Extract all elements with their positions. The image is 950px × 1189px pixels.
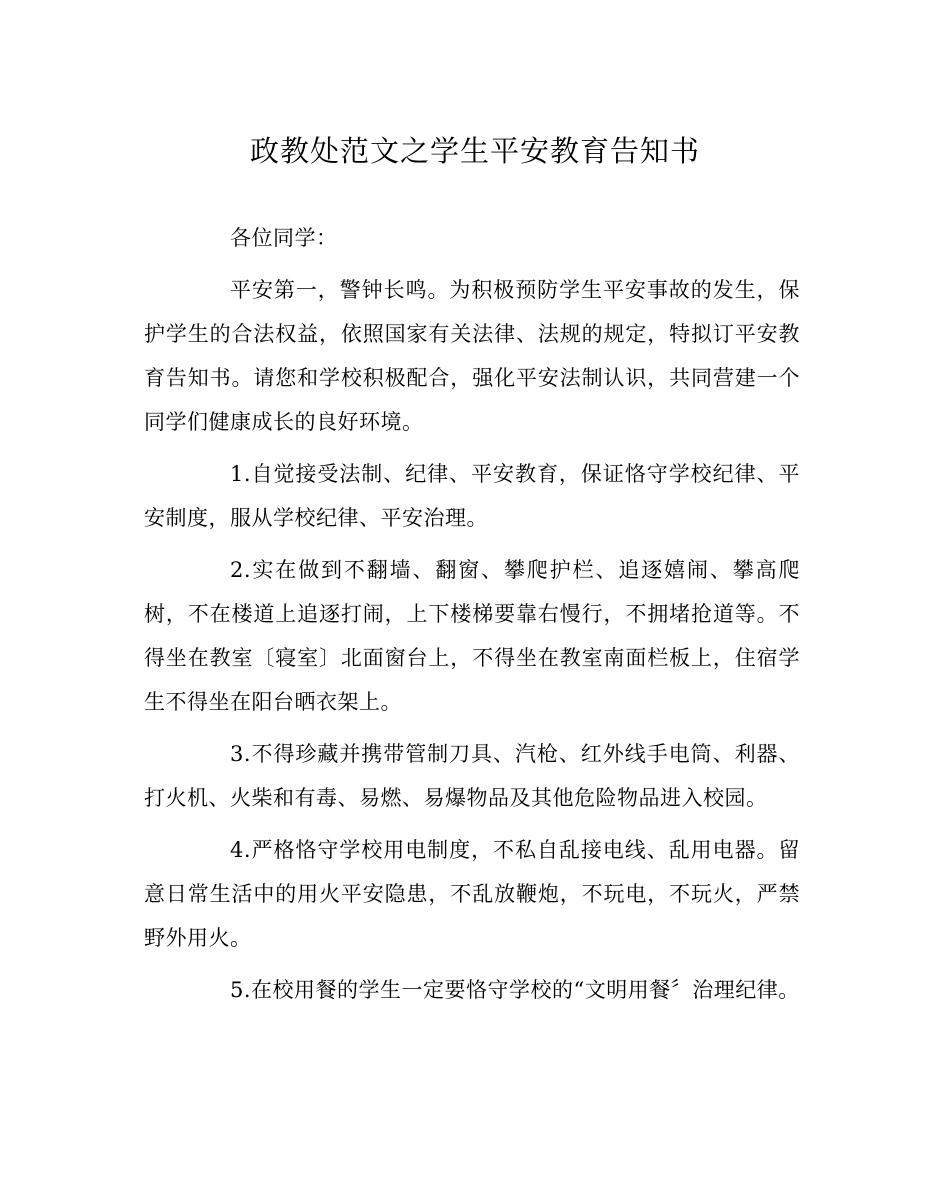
rule-paragraph-1: 1.自觉接受法制、纪律、平安教育，保证恪守学校纪律、平安制度，服从学校纪律、平安治理。 — [144, 462, 800, 530]
rule-paragraph-2: 2.实在做到不翻墙、翻窗、攀爬护栏、追逐嬉闹、攀高爬树，不在楼道上追逐打闹，上下楼梯要靠右慢行，不拥堵抢道等。不得坐在教室〔寝室〕北面窗台上，不得坐在教室南面栏板上，住宿学生不得坐在阳台晒衣架上。 — [144, 558, 800, 714]
rule-paragraph-4: 4.严格恪守学校用电制度，不私自乱接电线、乱用电器。留意日常生活中的用火平安隐患，不乱放鞭炮，不玩电，不玩火，严禁野外用火。 — [144, 838, 800, 950]
rule-paragraph-5: 5.在校用餐的学生一定要恪守学校的“文明用餐〞治理纪律。 — [230, 978, 800, 1002]
rule-paragraph-3: 3.不得珍藏并携带管制刀具、汽枪、红外线手电筒、利器、打火机、火柴和有毒、易燃、易爆物品及其他危险物品进入校园。 — [144, 742, 800, 810]
intro-paragraph: 平安第一，警钟长鸣。为积极预防学生平安事故的发生，保护学生的合法权益，依照国家有关法律、法规的规定，特拟订平安教育告知书。请您和学校积极配合，强化平安法制认识，共同营建一个同学们健康成长的良好环境。 — [144, 278, 800, 434]
document-title: 政教处范文之学生平安教育告知书 — [249, 134, 700, 168]
document-body — [144, 216, 800, 1020]
salutation-paragraph: 各位同学： — [230, 226, 338, 250]
